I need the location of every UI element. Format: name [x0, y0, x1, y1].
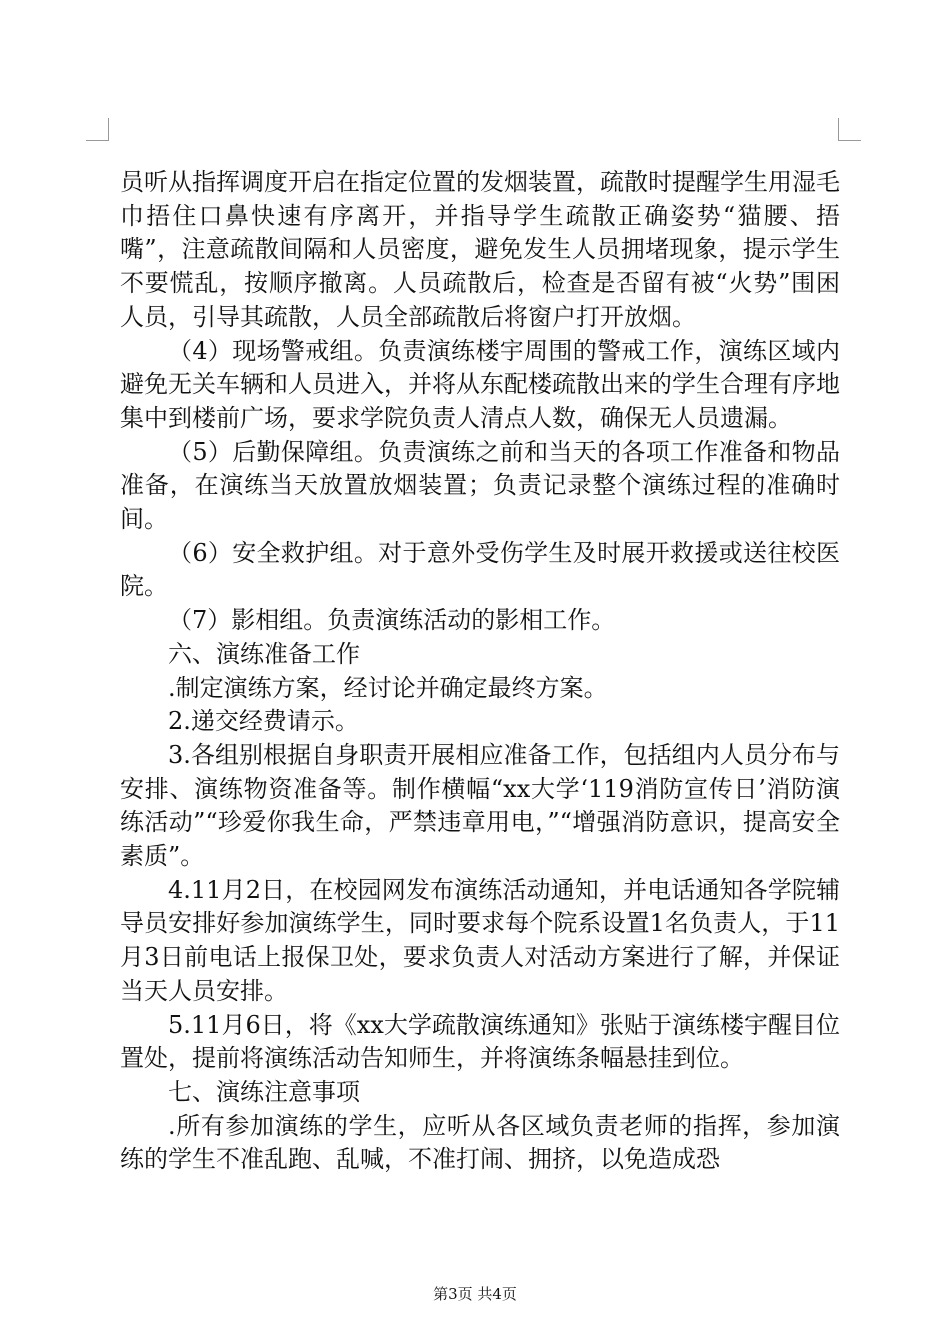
paragraph: （6）安全救护组。对于意外受伤学生及时展开救援或送往校医院。	[120, 538, 840, 601]
paragraph: 4.11月2日，在校园网发布演练活动通知，并电话通知各学院辅导员安排好参加演练学生，同时要求每个院系设置1名负责人，于11月3日前电话上报保卫处，要求负责人对活动方案进行了解，并保证当天人员安排。	[120, 875, 840, 1005]
document-body	[120, 166, 840, 1177]
paragraph: .所有参加演练的学生，应听从各区域负责老师的指挥，参加演练的学生不准乱跑、乱喊，不准打闹、拥挤，以免造成恐	[120, 1111, 840, 1174]
paragraph: 5.11月6日，将《xx大学疏散演练通知》张贴于演练楼宇醒目位置处，提前将演练活动告知师生，并将演练条幅悬挂到位。	[120, 1010, 840, 1073]
paragraph: .制定演练方案，经讨论并确定最终方案。	[168, 673, 608, 702]
section-heading: 六、演练准备工作	[168, 639, 360, 668]
page-footer: 第3页 共4页	[433, 1285, 517, 1303]
paragraph: （7）影相组。负责演练活动的影相工作。	[168, 606, 616, 635]
crop-mark-top-right	[838, 118, 861, 141]
paragraph: 员听从指挥调度开启在指定位置的发烟装置，疏散时提醒学生用湿毛巾捂住口鼻快速有序离开，并指导学生疏散正确姿势“猫腰、捂嘴”，注意疏散间隔和人员密度，避免发生人员拥堵现象，提示学生不要慌乱，按顺序撤离。人员疏散后，检查是否留有被“火势”围困人员，引导其疏散，人员全部疏散后将窗户打开放烟。	[120, 168, 840, 331]
paragraph: 2.递交经费请示。	[168, 707, 359, 736]
paragraph: （4）现场警戒组。负责演练楼宇周围的警戒工作，演练区域内避免无关车辆和人员进入，并将从东配楼疏散出来的学生合理有序地集中到楼前广场，要求学院负责人清点人数，确保无人员遗漏。	[120, 336, 840, 432]
paragraph: 3.各组别根据自身职责开展相应准备工作，包括组内人员分布与安排、演练物资准备等。制作横幅“xx大学‘119消防宣传日’消防演练活动”“珍爱你我生命，严禁违章用电，”“增强消防意识，提高安全素质”。	[120, 740, 840, 871]
section-heading: 七、演练注意事项	[168, 1077, 360, 1106]
crop-mark-top-left	[86, 118, 109, 141]
paragraph: （5）后勤保障组。负责演练之前和当天的各项工作准备和物品准备，在演练当天放置放烟装置；负责记录整个演练过程的准确时间。	[120, 437, 840, 534]
